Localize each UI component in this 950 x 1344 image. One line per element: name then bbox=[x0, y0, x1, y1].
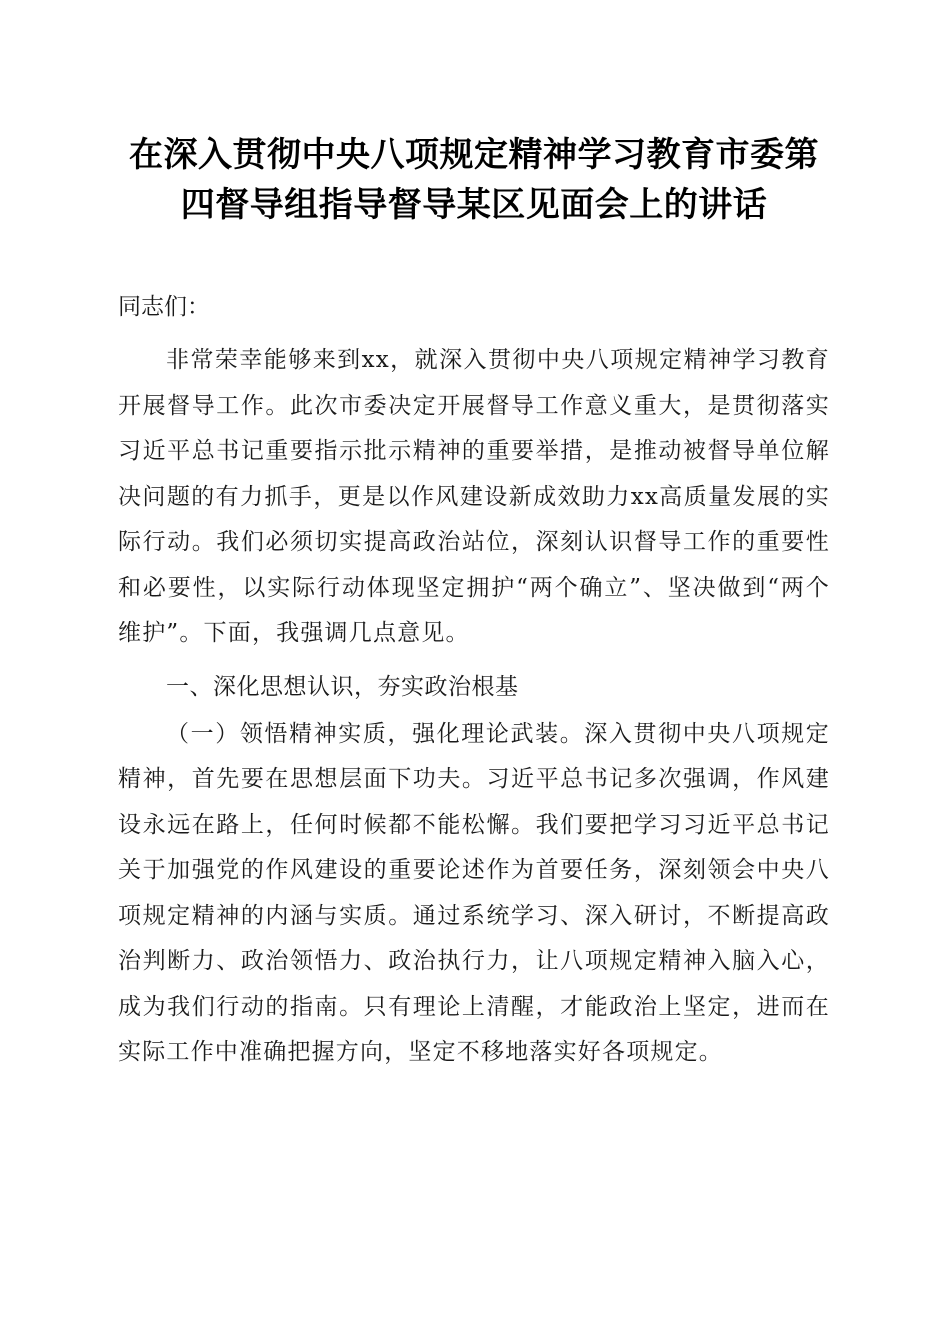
subsection-paragraph: （一）领悟精神实质，强化理论武装。深入贯彻中央八项规定精神，首先要在思想层面下功夫。习近平总书记多次强调，作风建设永远在路上，任何时候都不能松懈。我们要把学习习近平总书记关于加强党的作风建设的重要论述作为首要任务，深刻领会中央八项规定精神的内涵与实质。通过系统学习、深入研讨，不断提高政治判断力、政治领悟力、政治执行力，让八项规定精神入脑入心，成为我们行动的指南。只有理论上清醒，才能政治上坚定，进而在实际工作中准确把握方向，坚定不移地落实好各项规定。 bbox=[118, 720, 830, 1065]
document-title bbox=[118, 130, 830, 230]
intro-paragraph: 非常荣幸能够来到xx，就深入贯彻中央八项规定精神学习教育开展督导工作。此次市委决定开展督导工作意义重大，是贯彻落实习近平总书记重要指示批示精神的重要举措，是推动被督导单位解决问题的有力抓手，更是以作风建设新成效助力xx高质量发展的实际行动。我们必须切实提高政治站位，深刻认识督导工作的重要性和必要性，以实际行动体现坚定拥护“两个确立”、坚决做到“两个维护”。下面，我强调几点意见。 bbox=[118, 347, 830, 646]
document-page bbox=[118, 130, 830, 1076]
section-heading: 一、深化思想认识，夯实政治根基 bbox=[166, 673, 519, 700]
salutation: 同志们： bbox=[118, 294, 210, 320]
title-line-1: 在深入贯彻中央八项规定精神学习教育市委第 bbox=[129, 135, 819, 175]
title-line-2: 四督导组指导督导某区见面会上的讲话 bbox=[180, 185, 768, 225]
